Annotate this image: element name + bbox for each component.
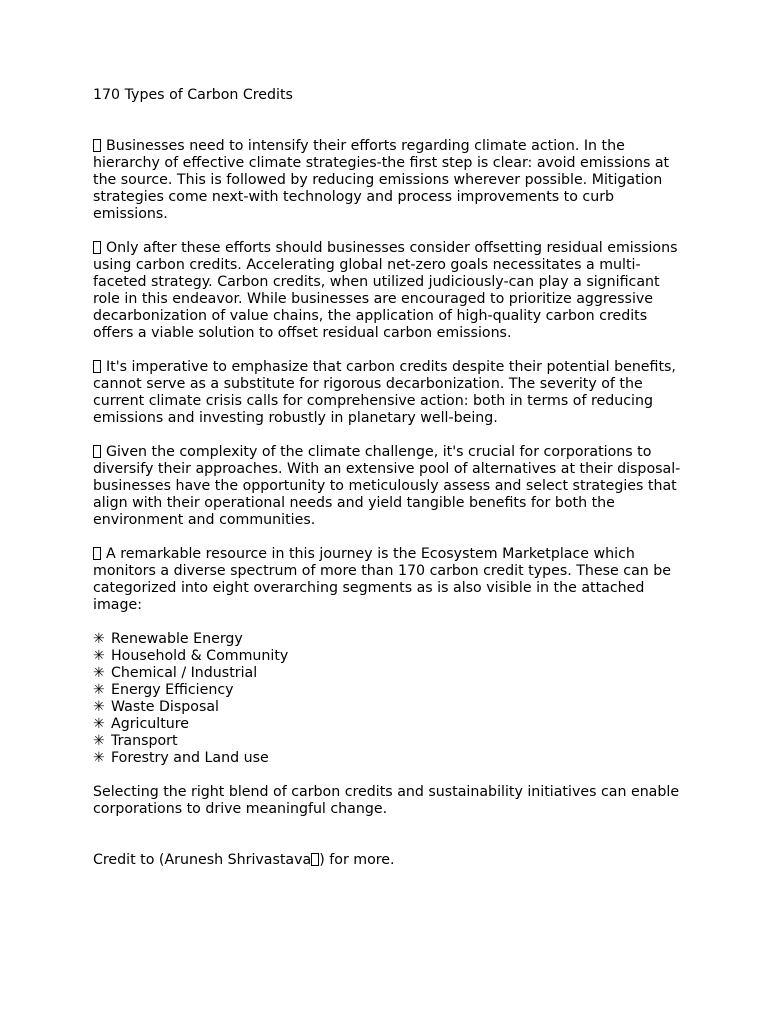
asterisk-bullet-icon: ✳	[93, 716, 105, 732]
paragraph-5	[93, 546, 683, 614]
list-item	[93, 716, 683, 733]
missing-glyph-icon	[93, 445, 101, 458]
credit-line	[93, 852, 683, 869]
segment-label: Transport	[111, 733, 178, 749]
paragraph-2	[93, 240, 683, 342]
missing-glyph-icon	[93, 139, 101, 152]
document-body	[93, 87, 683, 869]
segment-label: Household & Community	[111, 648, 289, 664]
list-item	[93, 733, 683, 750]
list-item	[93, 699, 683, 716]
missing-glyph-icon	[93, 360, 101, 373]
paragraph-text: A remarkable resource in this journey is the Ecosystem Marketplace which monitors a diverse spectrum of more than 170 carbon credit types. These can be categorized into eight overarching segments as is also visible in the attached image:	[93, 546, 672, 613]
paragraph-text: Only after these efforts should businesses consider offsetting residual emissions using carbon credits. Accelerating global net-zero goals necessitates a multi-faceted strategy. Carbon credits, when utilized judiciously-can play a significant role in this endeavor. While businesses are encouraged to prioritize aggressive decarbonization of value chains, the application of high-quality carbon credits offers a viable solution to offset residual carbon emissions.	[93, 240, 678, 341]
paragraph-4	[93, 444, 683, 529]
paragraph-1	[93, 138, 683, 223]
list-item	[93, 750, 683, 767]
segment-label: Renewable Energy	[111, 631, 243, 647]
asterisk-bullet-icon: ✳	[93, 750, 105, 766]
closing-paragraph: Selecting the right blend of carbon credits and sustainability initiatives can enable corporations to drive meaningful change.	[93, 784, 680, 817]
asterisk-bullet-icon: ✳	[93, 631, 105, 647]
paragraph-3	[93, 359, 683, 427]
asterisk-bullet-icon: ✳	[93, 699, 105, 715]
asterisk-bullet-icon: ✳	[93, 682, 105, 698]
missing-glyph-icon	[93, 241, 101, 254]
segment-list	[93, 631, 683, 767]
asterisk-bullet-icon: ✳	[93, 665, 105, 681]
segment-label: Chemical / Industrial	[111, 665, 258, 681]
document-title: 170 Types of Carbon Credits	[93, 87, 293, 103]
credit-prefix: Credit to (Arunesh Shrivastava	[93, 852, 312, 868]
segment-label: Forestry and Land use	[111, 750, 269, 766]
paragraph-text: It's imperative to emphasize that carbon credits despite their potential benefits, cannot serve as a substitute for rigorous decarbonization. The severity of the current climate crisis calls for comprehensive action: both in terms of reducing emissions and investing robustly in planetary well-being.	[93, 359, 676, 426]
segment-label: Waste Disposal	[111, 699, 219, 715]
paragraph-text: Businesses need to intensify their efforts regarding climate action. In the hierarchy of effective climate strategies-the first step is clear: avoid emissions at the source. This is followed by reducing emissions wherever possible. Mitigation strategies come next-with technology and process improvements to curb emissions.	[93, 138, 670, 222]
segment-label: Agriculture	[111, 716, 190, 732]
credit-suffix: ) for more.	[319, 852, 395, 868]
list-item	[93, 631, 683, 648]
asterisk-bullet-icon: ✳	[93, 733, 105, 749]
list-item	[93, 682, 683, 699]
missing-glyph-icon	[93, 547, 101, 560]
segment-label: Energy Efficiency	[111, 682, 234, 698]
asterisk-bullet-icon: ✳	[93, 648, 105, 664]
list-item	[93, 648, 683, 665]
paragraph-text: Given the complexity of the climate challenge, it's crucial for corporations to diversify their approaches. With an extensive pool of alternatives at their disposal-businesses have the opportunity to meticulously assess and select strategies that align with their operational needs and yield tangible benefits for both the environment and communities.	[93, 444, 681, 528]
list-item	[93, 665, 683, 682]
